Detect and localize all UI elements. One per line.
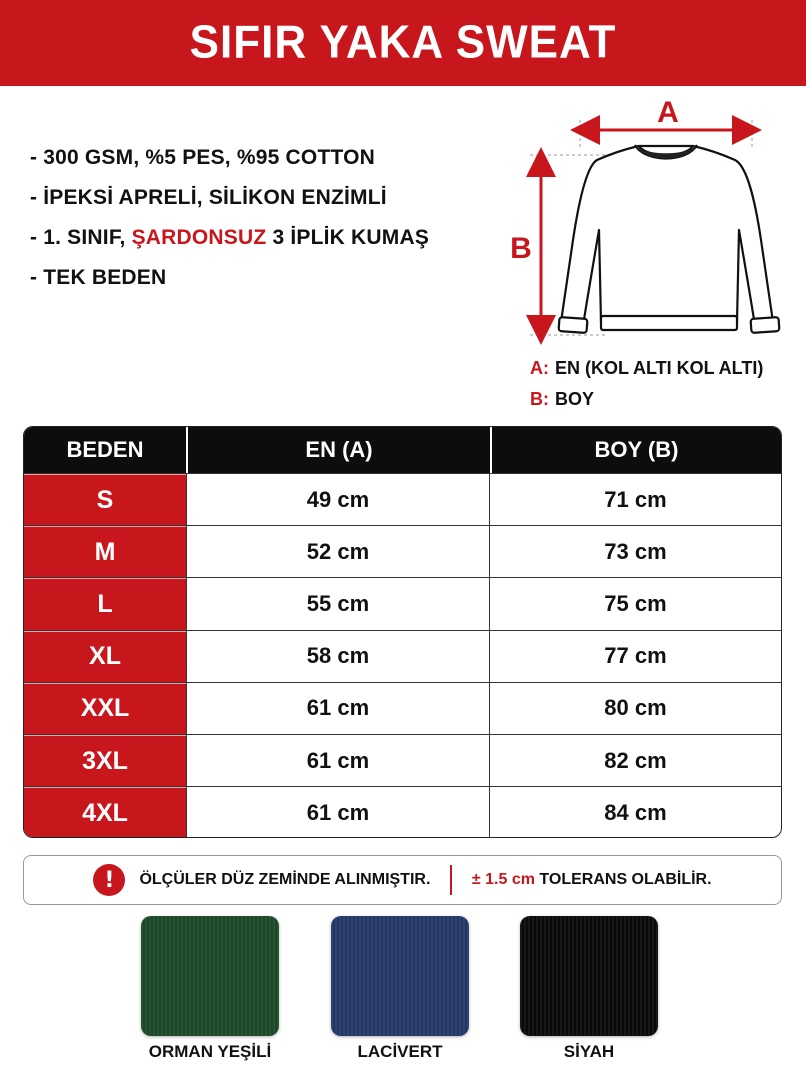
header-banner [0,0,806,86]
measurement-legend [530,356,763,418]
size-cell: 4XL [24,787,186,838]
tolerance-text: TOLERANS OLABİLİR. [534,871,712,888]
spec-line-suffix: 3 İPLİK KUMAŞ [266,226,430,249]
notice-text: ÖLÇÜLER DÜZ ZEMİNDE ALINMIŞTIR. [139,871,431,888]
length-cell: 82 cm [489,735,781,786]
size-cell: XXL [24,683,186,734]
size-cell: L [24,578,186,629]
label-a: A [657,96,679,129]
length-cell: 75 cm [489,578,781,629]
header-width: EN (A) [186,427,490,473]
spec-list [30,142,500,302]
table-row [24,525,781,577]
header-size: BEDEN [66,437,144,462]
swatch-navy [331,916,469,1036]
legend-a-text: EN (KOL ALTI KOL ALTI) [555,358,764,378]
notice-divider [450,865,452,895]
legend-b [530,387,763,418]
length-cell: 73 cm [489,526,781,577]
measurement-notice [23,855,782,905]
spec-line [30,222,500,262]
header-length: BOY (B) [490,427,781,473]
spec-line: - 300 GSM, %5 PES, %95 COTTON [30,146,376,169]
spec-line: - TEK BEDEN [30,266,167,289]
spec-highlight: ŞARDONSUZ [131,226,267,249]
tolerance-value: ± 1.5 cm [471,871,535,888]
legend-a-key: A: [530,358,549,378]
width-cell: 61 cm [186,683,489,734]
width-cell: 61 cm [186,735,489,786]
width-cell: 61 cm [186,787,489,838]
size-table [23,426,782,838]
table-row [24,577,781,629]
length-cell: 71 cm [489,474,781,525]
width-cell: 58 cm [186,631,489,682]
table-row [24,630,781,682]
size-cell: S [24,474,186,525]
sweatshirt-outline-icon [505,90,795,350]
table-header [24,427,781,473]
table-row [24,734,781,786]
table-row [24,682,781,734]
legend-b-text: BOY [555,389,595,409]
swatch-label: ORMAN YEŞİLİ [148,1042,272,1061]
sweatshirt-diagram [505,90,795,350]
width-cell: 49 cm [186,474,489,525]
swatch-label: SİYAH [563,1042,615,1061]
color-swatches [0,916,806,1074]
label-b: B [510,232,532,265]
width-cell: 55 cm [186,578,489,629]
size-cell: M [24,526,186,577]
legend-a [530,356,763,387]
size-cell: 3XL [24,735,186,786]
page-title: SIFIR YAKA SWEAT [189,16,617,69]
length-cell: 84 cm [489,787,781,838]
swatch-label: LACİVERT [357,1042,443,1061]
spec-line-prefix: - 1. SINIF, [30,226,132,249]
spec-line: - İPEKSİ APRELİ, SİLİKON ENZİMLİ [30,186,387,209]
table-row [24,473,781,525]
exclamation-icon: ! [93,864,125,896]
length-cell: 77 cm [489,631,781,682]
swatch-forest-green [141,916,279,1036]
length-cell: 80 cm [489,683,781,734]
size-cell: XL [24,631,186,682]
swatch-black [520,916,658,1036]
width-cell: 52 cm [186,526,489,577]
legend-b-key: B: [530,389,549,409]
table-row [24,786,781,838]
